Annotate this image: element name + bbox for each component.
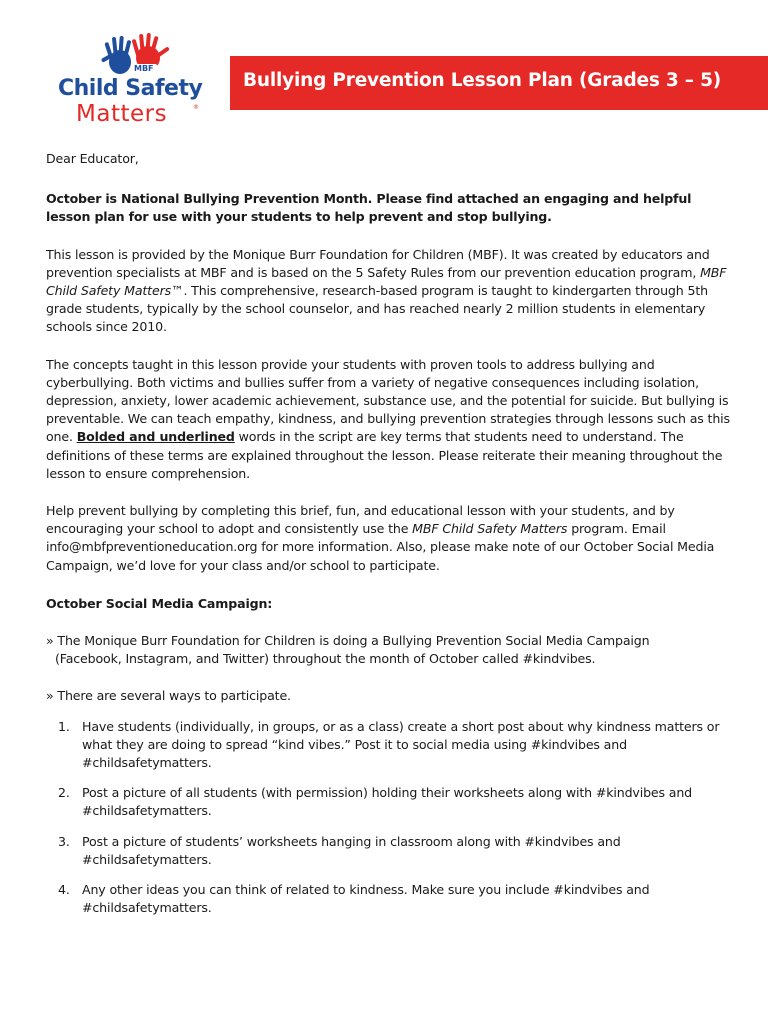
campaign-bullet-2: » There are several ways to participate. [46, 688, 291, 704]
list-item [46, 718, 736, 773]
page-title: Bullying Prevention Lesson Plan (Grades 3 – 5) [243, 70, 722, 91]
paragraph-concepts-text-b: words in the script are key terms that students need to understand. The definitions of these terms are explained throughout the lesson. Please reiterate their meaning throughout the lesson to ensure comprehension. [46, 429, 723, 481]
letter-body [46, 150, 736, 918]
program-name: MBF Child Safety Matters [46, 264, 727, 299]
program-name-2: MBF Child Safety Matters [412, 521, 568, 537]
step-number: 1. [58, 718, 70, 734]
campaign-bullet-1-line1: » The Monique Burr Foundation for Children is doing a Bullying Prevention Social Media Campaign [46, 633, 650, 649]
participation-steps [46, 718, 736, 918]
list-item [46, 784, 736, 820]
step-text: Post a picture of all students (with permission) holding their worksheets along with #kindvibes and #childsafetymatters. [82, 785, 693, 819]
campaign-heading: October Social Media Campaign: [46, 595, 273, 611]
paragraph-help-text-a: Help prevent bullying by completing this brief, fun, and educational lesson with your students, and by encouraging your school to adopt and consistently use the [46, 503, 675, 537]
campaign-bullet-1 [46, 632, 736, 668]
paragraph-help [46, 502, 736, 575]
step-text: Post a picture of students’ worksheets hanging in classroom along with #kindvibes and #childsafetymatters. [82, 833, 621, 867]
logo-text-line1: Child Safety [58, 76, 203, 101]
campaign-bullet-1-line2: (Facebook, Instagram, and Twitter) throughout the month of October called #kindvibes. [55, 651, 596, 667]
step-text: Any other ideas you can think of related to kindness. Make sure you include #kindvibes and #childsafetymatters. [82, 882, 650, 916]
paragraph-concepts [46, 356, 736, 483]
bolded-underlined-example: Bolded and underlined [76, 429, 235, 445]
paragraph-about-text-a: This lesson is provided by the Monique Burr Foundation for Children (MBF). It was created by educators and prevention specialists at MBF and is based on the 5 Safety Rules from our prevention education program, [46, 246, 710, 280]
list-item [46, 881, 736, 917]
paragraph-concepts-text-a: The concepts taught in this lesson provide your students with proven tools to address bullying and cyberbullying. Both victims and bullies suffer from a variety of negative consequences including isolation, depression, anxiety, lower academic achievement, substance use, and the potential for suicide. But bullying is preventable. We can teach empathy, kindness, and bullying prevention strategies through lessons such as this one. [46, 356, 730, 445]
step-number: 4. [58, 882, 70, 898]
paragraph-about [46, 246, 736, 337]
step-number: 3. [58, 833, 70, 849]
intro-paragraph: October is National Bullying Prevention Month. Please find attached an engaging and helpful lesson plan for use with your students to help prevent and stop bullying. [46, 191, 692, 225]
paragraph-help-text-b: program. Email info@mbfpreventioneducation.org for more information. Also, please make note of our October Social Media Campaign, we’d love for your class and/or school to participate. [46, 521, 715, 573]
list-item [46, 833, 736, 869]
step-text: Have students (individually, in groups, or as a class) create a short post about why kindness matters or what they are doing to spread “kind vibes.” Post it to social media using #kindvibes and #childsafetymatters. [82, 718, 720, 771]
step-number: 2. [58, 785, 70, 801]
paragraph-about-text-b: ™. This comprehensive, research-based program is taught to kindergarten through 5th grade students, typically by the school counselor, and has reached nearly 2 million students in elementary schools since 2010. [46, 283, 708, 335]
logo-text-line2: Matters [76, 101, 168, 127]
trademark-mark: ® [193, 104, 199, 111]
greeting: Dear Educator, [46, 151, 139, 166]
logo-badge: MBF [134, 64, 154, 73]
